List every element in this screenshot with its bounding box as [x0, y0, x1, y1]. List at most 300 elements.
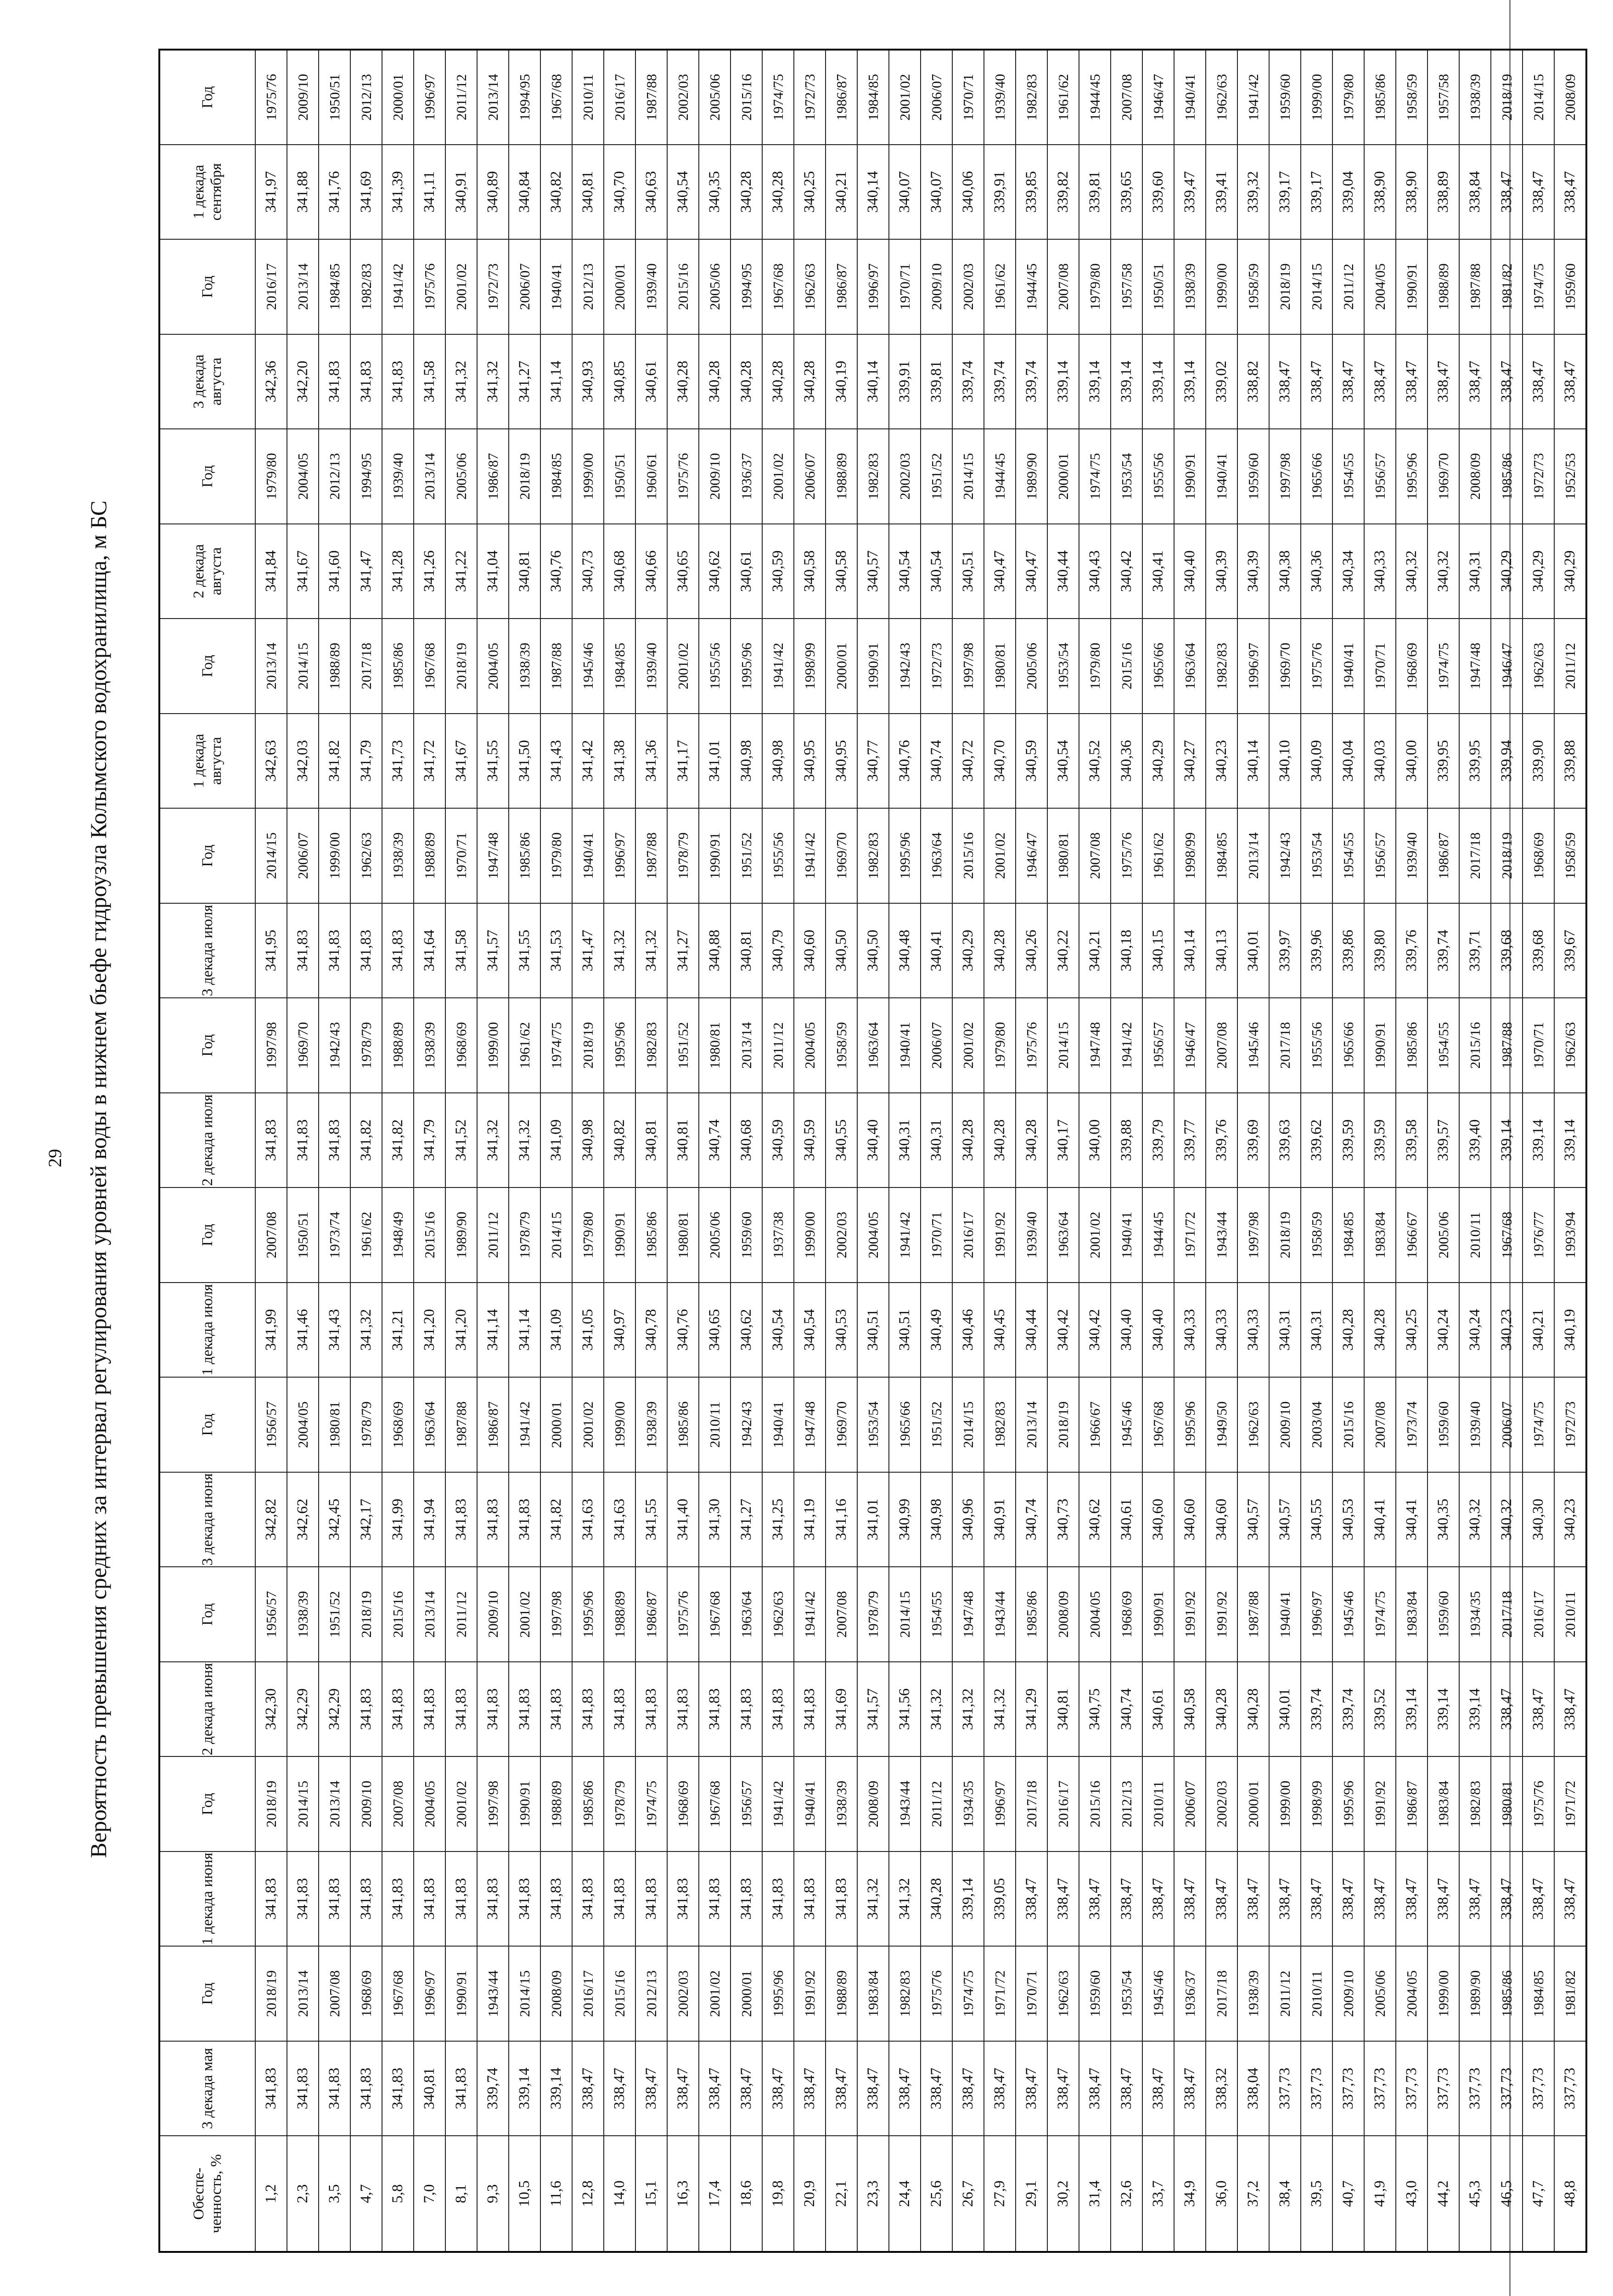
cell-water-level: 338,47 — [1491, 1851, 1523, 1947]
cell-probability: 17,4 — [699, 2136, 731, 2252]
cell-water-level: 337,73 — [1364, 2041, 1396, 2136]
cell-water-level: 340,59 — [794, 1093, 826, 1188]
cell-year: 1944/45 — [984, 429, 1016, 524]
cell-water-level: 340,91 — [984, 1472, 1016, 1567]
cell-year: 1974/75 — [635, 1756, 667, 1851]
cell-water-level: 340,28 — [699, 334, 731, 429]
cell-water-level: 341,27 — [509, 334, 540, 429]
cell-year: 2009/10 — [921, 239, 952, 334]
cell-water-level: 342,17 — [350, 1472, 382, 1567]
cell-water-level: 338,47 — [1459, 1851, 1491, 1947]
cell-water-level: 340,34 — [1332, 524, 1364, 619]
cell-year: 2013/14 — [477, 50, 509, 145]
cell-water-level: 341,14 — [540, 334, 572, 429]
cell-water-level: 340,51 — [889, 1283, 921, 1378]
cell-water-level: 341,97 — [255, 145, 287, 240]
cell-year: 1996/97 — [1237, 619, 1269, 714]
header-year: Год — [159, 1187, 255, 1283]
cell-year: 2010/11 — [1554, 1567, 1586, 1662]
cell-water-level: 340,73 — [572, 524, 604, 619]
cell-year: 1970/71 — [1364, 619, 1396, 714]
cell-water-level: 339,57 — [1428, 1093, 1459, 1188]
cell-water-level: 340,60 — [1174, 1472, 1206, 1567]
cell-water-level: 340,50 — [826, 903, 857, 998]
cell-year: 2016/17 — [255, 239, 287, 334]
cell-water-level: 337,73 — [1332, 2041, 1364, 2136]
cell-water-level: 340,62 — [699, 524, 731, 619]
cell-water-level: 341,32 — [984, 1662, 1016, 1757]
cell-water-level: 340,32 — [1459, 1472, 1491, 1567]
table-row — [1554, 50, 1586, 2252]
cell-year: 2016/17 — [604, 50, 635, 145]
cell-year: 2007/08 — [1364, 1377, 1396, 1472]
cell-water-level: 340,59 — [762, 524, 794, 619]
cell-probability: 8,1 — [445, 2136, 477, 2252]
cell-year: 2004/05 — [1079, 1567, 1111, 1662]
cell-probability: 32,6 — [1111, 2136, 1142, 2252]
cell-year: 1995/96 — [1396, 429, 1428, 524]
cell-water-level: 338,47 — [1174, 2041, 1206, 2136]
cell-water-level: 337,73 — [1491, 2041, 1523, 2136]
cell-water-level: 341,83 — [287, 1851, 319, 1947]
cell-year: 1942/43 — [1269, 808, 1301, 903]
cell-water-level: 338,47 — [1491, 334, 1523, 429]
cell-year: 2000/01 — [1237, 1756, 1269, 1851]
cell-water-level: 341,53 — [540, 903, 572, 998]
cell-year: 1969/70 — [1428, 429, 1459, 524]
cell-water-level: 340,82 — [604, 1093, 635, 1188]
table-row — [1206, 50, 1237, 2252]
cell-water-level: 341,11 — [414, 145, 445, 240]
cell-year: 2011/12 — [445, 1567, 477, 1662]
cell-water-level: 341,67 — [287, 524, 319, 619]
header-year: Год — [159, 1377, 255, 1472]
cell-year: 1982/83 — [350, 239, 382, 334]
cell-water-level: 340,41 — [1396, 1472, 1428, 1567]
cell-water-level: 340,97 — [604, 1283, 635, 1378]
cell-year: 1941/42 — [509, 1377, 540, 1472]
cell-year: 2009/10 — [1269, 1377, 1301, 1472]
cell-year: 2001/02 — [889, 50, 921, 145]
cell-year: 1998/99 — [794, 619, 826, 714]
cell-probability: 47,7 — [1523, 2136, 1554, 2252]
cell-year: 1972/73 — [477, 239, 509, 334]
cell-water-level: 341,99 — [255, 1283, 287, 1378]
cell-year: 1990/91 — [445, 1946, 477, 2041]
cell-year: 1983/84 — [1364, 1187, 1396, 1283]
cell-water-level: 340,13 — [1206, 903, 1237, 998]
cell-water-level: 340,07 — [921, 145, 952, 240]
cell-year: 2001/02 — [509, 1567, 540, 1662]
cell-water-level: 340,25 — [1396, 1283, 1428, 1378]
cell-water-level: 340,85 — [604, 334, 635, 429]
cell-water-level: 340,81 — [635, 1093, 667, 1188]
cell-year: 2015/16 — [1079, 1756, 1111, 1851]
cell-water-level: 339,81 — [1079, 145, 1111, 240]
cell-year: 1940/41 — [1332, 619, 1364, 714]
cell-water-level: 340,24 — [1428, 1283, 1459, 1378]
cell-water-level: 338,47 — [762, 2041, 794, 2136]
cell-water-level: 341,47 — [350, 524, 382, 619]
cell-year: 1938/39 — [382, 808, 414, 903]
cell-water-level: 338,82 — [1237, 334, 1269, 429]
cell-year: 1962/63 — [1237, 1377, 1269, 1472]
cell-year: 1945/46 — [1111, 1377, 1142, 1472]
table-row — [477, 50, 509, 2252]
cell-water-level: 341,57 — [477, 903, 509, 998]
cell-water-level: 340,98 — [762, 714, 794, 809]
cell-water-level: 340,32 — [1428, 524, 1459, 619]
cell-water-level: 338,47 — [1523, 1662, 1554, 1757]
cell-year: 2014/15 — [509, 1946, 540, 2041]
cell-year: 1974/75 — [1364, 1567, 1396, 1662]
header-period-level: 3 декада июня — [159, 1472, 255, 1567]
cell-water-level: 340,54 — [794, 1283, 826, 1378]
cell-water-level: 340,21 — [1079, 903, 1111, 998]
cell-year: 1948/49 — [382, 1187, 414, 1283]
cell-year: 2004/05 — [414, 1756, 445, 1851]
cell-water-level: 341,83 — [794, 1851, 826, 1947]
cell-year: 1997/98 — [1269, 429, 1301, 524]
cell-year: 1961/62 — [1047, 50, 1079, 145]
cell-year: 1953/54 — [857, 1377, 889, 1472]
cell-year: 1984/85 — [1523, 1946, 1554, 2041]
cell-water-level: 341,95 — [255, 903, 287, 998]
table-title: Вероятность превышения средних за интервал регулирования уровней воды в нижнем бьефе гидроузла Колымского водохранилища, м БС — [85, 500, 111, 1858]
cell-year: 1988/89 — [414, 808, 445, 903]
cell-probability: 14,0 — [604, 2136, 635, 2252]
cell-year: 2001/02 — [699, 1946, 731, 2041]
cell-year: 1979/80 — [572, 1187, 604, 1283]
cell-year: 1951/52 — [667, 998, 699, 1093]
cell-year: 1999/00 — [1301, 50, 1332, 145]
cell-year: 2006/07 — [287, 808, 319, 903]
cell-year: 1939/40 — [984, 50, 1016, 145]
cell-year: 2001/02 — [984, 808, 1016, 903]
cell-water-level: 338,47 — [1111, 2041, 1142, 2136]
cell-water-level: 341,83 — [382, 1662, 414, 1757]
cell-year: 2012/13 — [635, 1946, 667, 2041]
cell-year: 1986/87 — [826, 50, 857, 145]
cell-year: 1978/79 — [857, 1567, 889, 1662]
cell-water-level: 341,83 — [414, 1851, 445, 1947]
cell-year: 2015/16 — [667, 239, 699, 334]
cell-water-level: 338,47 — [1396, 1851, 1428, 1947]
cell-year: 2004/05 — [857, 1187, 889, 1283]
cell-water-level: 340,81 — [731, 903, 762, 998]
cell-year: 1991/92 — [794, 1946, 826, 2041]
cell-year: 1941/42 — [794, 1567, 826, 1662]
cell-water-level: 341,46 — [287, 1283, 319, 1378]
cell-year: 1982/83 — [889, 1946, 921, 2041]
cell-year: 2014/15 — [540, 1187, 572, 1283]
cell-water-level: 340,91 — [445, 145, 477, 240]
cell-water-level: 339,14 — [509, 2041, 540, 2136]
cell-year: 1985/86 — [1016, 1567, 1047, 1662]
cell-water-level: 341,32 — [635, 903, 667, 998]
table-row — [794, 50, 826, 2252]
cell-water-level: 340,47 — [984, 524, 1016, 619]
cell-year: 1952/53 — [1554, 429, 1586, 524]
cell-year: 1970/71 — [445, 808, 477, 903]
cell-water-level: 341,57 — [857, 1662, 889, 1757]
header-period-level: 1 декада августа — [159, 714, 255, 809]
cell-year: 2000/01 — [826, 619, 857, 714]
cell-water-level: 340,58 — [794, 524, 826, 619]
cell-probability: 19,8 — [762, 2136, 794, 2252]
cell-water-level: 341,47 — [572, 903, 604, 998]
cell-year: 1972/73 — [1523, 429, 1554, 524]
cell-water-level: 340,28 — [762, 145, 794, 240]
cell-year: 2012/13 — [350, 50, 382, 145]
cell-water-level: 338,47 — [1142, 2041, 1174, 2136]
cell-water-level: 340,52 — [1079, 714, 1111, 809]
cell-year: 2011/12 — [1269, 1946, 1301, 2041]
cell-water-level: 341,26 — [414, 524, 445, 619]
cell-water-level: 338,90 — [1364, 145, 1396, 240]
cell-year: 1970/71 — [921, 1187, 952, 1283]
cell-year: 1945/46 — [1142, 1946, 1174, 2041]
cell-water-level: 337,73 — [1554, 2041, 1586, 2136]
table-row — [1364, 50, 1396, 2252]
cell-water-level: 339,60 — [1142, 145, 1174, 240]
cell-year: 1986/87 — [1428, 808, 1459, 903]
cell-year: 2015/16 — [1459, 998, 1491, 1093]
cell-year: 2009/10 — [477, 1567, 509, 1662]
cell-year: 1984/85 — [857, 50, 889, 145]
cell-water-level: 341,30 — [699, 1472, 731, 1567]
cell-water-level: 339,14 — [1174, 334, 1206, 429]
cell-year: 1937/38 — [762, 1187, 794, 1283]
cell-year: 1988/89 — [826, 1946, 857, 2041]
cell-year: 1938/39 — [635, 1377, 667, 1472]
cell-year: 1980/81 — [1047, 808, 1079, 903]
cell-year: 1968/69 — [445, 998, 477, 1093]
cell-year: 1967/68 — [414, 619, 445, 714]
cell-water-level: 340,36 — [1301, 524, 1332, 619]
cell-year: 1947/48 — [1079, 998, 1111, 1093]
cell-year: 1955/56 — [1301, 998, 1332, 1093]
cell-year: 1990/91 — [1142, 1567, 1174, 1662]
cell-water-level: 340,45 — [984, 1283, 1016, 1378]
table-row — [287, 50, 319, 2252]
cell-water-level: 338,47 — [1237, 1851, 1269, 1947]
cell-year: 1960/61 — [635, 429, 667, 524]
cell-water-level: 339,85 — [1016, 145, 1047, 240]
cell-year: 1938/39 — [826, 1756, 857, 1851]
cell-water-level: 340,32 — [1491, 1472, 1523, 1567]
cell-year: 2017/18 — [1016, 1756, 1047, 1851]
cell-year: 2007/08 — [826, 1567, 857, 1662]
cell-water-level: 341,36 — [635, 714, 667, 809]
cell-year: 1978/79 — [509, 1187, 540, 1283]
cell-year: 1962/63 — [1047, 1946, 1079, 2041]
cell-water-level: 340,55 — [1301, 1472, 1332, 1567]
cell-water-level: 342,63 — [255, 714, 287, 809]
cell-water-level: 341,43 — [540, 714, 572, 809]
cell-year: 1989/90 — [1016, 429, 1047, 524]
cell-water-level: 341,50 — [509, 714, 540, 809]
cell-year: 1985/86 — [572, 1756, 604, 1851]
cell-water-level: 339,41 — [1206, 145, 1237, 240]
cell-year: 2002/03 — [667, 50, 699, 145]
cell-year: 1954/55 — [1428, 998, 1459, 1093]
cell-year: 1962/63 — [1554, 998, 1586, 1093]
cell-year: 1994/95 — [731, 239, 762, 334]
cell-water-level: 338,47 — [1047, 1851, 1079, 1947]
cell-water-level: 340,41 — [921, 903, 952, 998]
cell-water-level: 338,47 — [1269, 1851, 1301, 1947]
cell-water-level: 341,83 — [445, 1662, 477, 1757]
cell-water-level: 341,32 — [477, 334, 509, 429]
cell-probability: 40,7 — [1332, 2136, 1364, 2252]
cell-water-level: 340,51 — [952, 524, 984, 619]
cell-water-level: 340,76 — [540, 524, 572, 619]
cell-year: 1984/85 — [1332, 1187, 1364, 1283]
cell-year: 1984/85 — [319, 239, 350, 334]
cell-water-level: 341,82 — [540, 1472, 572, 1567]
cell-year: 1974/75 — [540, 998, 572, 1093]
cell-probability: 20,9 — [794, 2136, 826, 2252]
cell-water-level: 341,83 — [477, 1662, 509, 1757]
cell-water-level: 337,73 — [1396, 2041, 1428, 2136]
cell-water-level: 341,60 — [319, 524, 350, 619]
cell-water-level: 340,98 — [572, 1093, 604, 1188]
cell-water-level: 341,55 — [477, 714, 509, 809]
cell-year: 2015/16 — [414, 1187, 445, 1283]
cell-water-level: 340,14 — [857, 334, 889, 429]
cell-year: 1941/42 — [762, 1756, 794, 1851]
cell-year: 1970/71 — [1523, 998, 1554, 1093]
cell-water-level: 342,20 — [287, 334, 319, 429]
cell-water-level: 340,03 — [1364, 714, 1396, 809]
cell-water-level: 341,83 — [509, 1472, 540, 1567]
cell-water-level: 339,74 — [1332, 1662, 1364, 1757]
cell-water-level: 340,28 — [731, 145, 762, 240]
cell-year: 2007/08 — [1206, 998, 1237, 1093]
cell-year: 1970/71 — [1016, 1946, 1047, 2041]
cell-water-level: 340,61 — [1111, 1472, 1142, 1567]
cell-year: 2001/02 — [572, 1377, 604, 1472]
cell-water-level: 341,32 — [889, 1851, 921, 1947]
cell-water-level: 339,05 — [984, 1851, 1016, 1947]
cell-water-level: 341,58 — [414, 334, 445, 429]
cell-water-level: 340,47 — [1016, 524, 1047, 619]
cell-water-level: 340,74 — [1111, 1662, 1142, 1757]
cell-year: 1975/76 — [1016, 998, 1047, 1093]
cell-water-level: 341,39 — [382, 145, 414, 240]
cell-water-level: 340,99 — [889, 1472, 921, 1567]
cell-year: 1938/39 — [414, 998, 445, 1093]
cell-water-level: 338,47 — [1396, 334, 1428, 429]
cell-water-level: 340,54 — [762, 1283, 794, 1378]
cell-year: 2002/03 — [952, 239, 984, 334]
cell-year: 2000/01 — [382, 50, 414, 145]
cell-water-level: 340,61 — [731, 524, 762, 619]
cell-water-level: 340,54 — [1047, 714, 1079, 809]
cell-year: 2004/05 — [1396, 1946, 1428, 2041]
cell-year: 1986/87 — [826, 239, 857, 334]
cell-water-level: 340,57 — [1269, 1472, 1301, 1567]
cell-year: 1972/73 — [794, 50, 826, 145]
cell-year: 1940/41 — [540, 239, 572, 334]
cell-year: 1956/57 — [1142, 998, 1174, 1093]
cell-water-level: 338,47 — [921, 2041, 952, 2136]
cell-year: 1979/80 — [255, 429, 287, 524]
cell-water-level: 339,95 — [1428, 714, 1459, 809]
cell-year: 2003/04 — [1301, 1377, 1332, 1472]
table-row — [1523, 50, 1554, 2252]
table-row — [509, 50, 540, 2252]
cell-probability: 43,0 — [1396, 2136, 1428, 2252]
cell-year: 2005/06 — [699, 50, 731, 145]
cell-water-level: 340,18 — [1111, 903, 1142, 998]
cell-water-level: 340,68 — [731, 1093, 762, 1188]
cell-year: 1995/96 — [604, 998, 635, 1093]
cell-year: 1938/39 — [509, 619, 540, 714]
cell-year: 1985/86 — [382, 619, 414, 714]
cell-water-level: 338,47 — [1428, 1851, 1459, 1947]
cell-year: 1955/56 — [1142, 429, 1174, 524]
cell-water-level: 340,62 — [731, 1283, 762, 1378]
cell-probability: 15,1 — [635, 2136, 667, 2252]
cell-year: 2014/15 — [1523, 50, 1554, 145]
cell-water-level: 340,14 — [857, 145, 889, 240]
cell-water-level: 339,94 — [1491, 714, 1523, 809]
cell-year: 2007/08 — [1111, 50, 1142, 145]
cell-year: 1985/86 — [635, 1187, 667, 1283]
cell-year: 2006/07 — [509, 239, 540, 334]
cell-water-level: 340,31 — [921, 1093, 952, 1188]
cell-year: 2008/09 — [1554, 50, 1586, 145]
header-year: Год — [159, 239, 255, 334]
cell-year: 1968/69 — [667, 1756, 699, 1851]
table-row — [921, 50, 952, 2252]
cell-year: 1982/83 — [857, 808, 889, 903]
cell-water-level: 339,97 — [1269, 903, 1301, 998]
header-period-level: 2 декада августа — [159, 524, 255, 619]
cell-water-level: 339,59 — [1332, 1093, 1364, 1188]
cell-water-level: 341,83 — [319, 1093, 350, 1188]
cell-water-level: 340,41 — [1142, 524, 1174, 619]
cell-water-level: 341,58 — [445, 903, 477, 998]
cell-water-level: 341,83 — [287, 2041, 319, 2136]
cell-water-level: 338,47 — [1079, 1851, 1111, 1947]
cell-year: 2002/03 — [1206, 1756, 1237, 1851]
cell-year: 1990/91 — [1174, 429, 1206, 524]
cell-water-level: 340,22 — [1047, 903, 1079, 998]
cell-water-level: 339,71 — [1459, 903, 1491, 998]
cell-water-level: 341,32 — [857, 1851, 889, 1947]
cell-year: 1994/95 — [350, 429, 382, 524]
cell-probability: 27,9 — [984, 2136, 1016, 2252]
cell-water-level: 340,39 — [1237, 524, 1269, 619]
cell-water-level: 339,17 — [1301, 145, 1332, 240]
cell-water-level: 339,02 — [1206, 334, 1237, 429]
cell-water-level: 340,44 — [1047, 524, 1079, 619]
cell-year: 2008/09 — [540, 1946, 572, 2041]
cell-year: 1971/72 — [984, 1946, 1016, 2041]
cell-water-level: 341,83 — [540, 1851, 572, 1947]
table-row — [1332, 50, 1364, 2252]
cell-year: 1986/87 — [635, 1567, 667, 1662]
cell-year: 1987/88 — [635, 50, 667, 145]
cell-year: 2018/19 — [445, 619, 477, 714]
cell-year: 1959/60 — [1237, 429, 1269, 524]
table-row — [889, 50, 921, 2252]
table-row — [319, 50, 350, 2252]
cell-water-level: 340,79 — [762, 903, 794, 998]
